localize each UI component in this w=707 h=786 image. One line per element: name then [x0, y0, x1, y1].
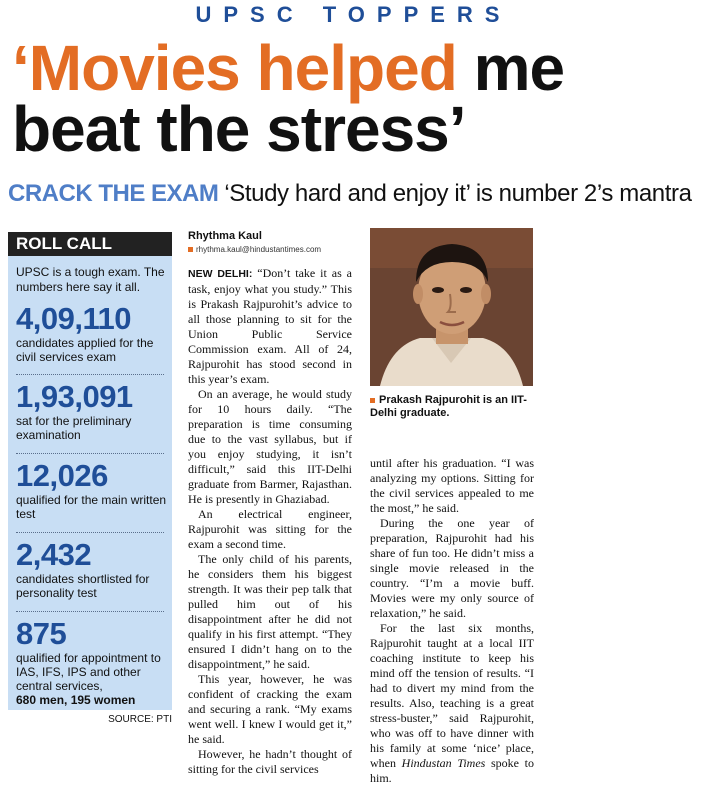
stat-number: 2,432 — [16, 537, 92, 572]
photo-caption-text: Prakash Rajpurohit is an IIT-Delhi graduate. — [370, 394, 527, 419]
bullet-square-icon — [188, 247, 193, 252]
sidebar-intro: UPSC is a tough exam. The numbers here say it all. — [16, 265, 165, 294]
stat-personality-test — [16, 538, 172, 600]
stat-emphasis: 680 men, 195 women — [16, 693, 136, 707]
stat-preliminary — [16, 380, 172, 442]
bullet-square-icon — [370, 398, 375, 403]
article-paragraph: An electrical engineer, Rajpurohit was sitting for the exam a second time. — [188, 507, 352, 551]
headline-accent: ‘Movies helped — [12, 32, 457, 104]
headline-rest: me — [473, 32, 565, 104]
stat-description: sat for the preliminary examination — [16, 414, 132, 442]
portrait-photo — [370, 228, 533, 386]
sidebar-divider — [16, 611, 164, 612]
paragraph-text: For the last six months, Rajpurohit taught at a local IIT coaching institute to keep his mind off the tension of results. “I had to divert my mind from the results. Also, teaching is a great stress-buster,” said Rajpurohit, who was off to have dinner with his family at some ‘nice’ place, when — [370, 621, 534, 770]
photo-caption — [370, 394, 530, 420]
article-paragraph: During the one year of preparation, Rajpurohit had his share of fun too. He didn’t miss a single movie released in the country. “I’m a movie buff. Movies were my only source of relaxation,” he said. — [370, 516, 534, 620]
stat-number: 1,93,091 — [16, 379, 133, 414]
byline-name: Rhythma Kaul — [188, 230, 262, 242]
article-paragraph: until after his graduation. “I was analyzing my options. Sitting for the civil services appealed to me the most,” he said. — [370, 456, 534, 515]
byline-email — [188, 245, 321, 254]
source-credit: SOURCE: PTI — [108, 714, 172, 725]
sidebar-divider — [16, 532, 164, 533]
dateline: NEW DELHI: — [188, 268, 253, 280]
stat-applied — [16, 302, 172, 364]
article-paragraph: The only child of his parents, he considers them his biggest strength. It was their pep talk that pulled him out of his disappointment after he did not qualify in his first attempt. “They ensured I didn’t hang on to the disappointment,” he said. — [188, 552, 352, 671]
article-paragraph: On an average, he would study for 10 hours daily. “The preparation is time consuming due to the vast syllabus, but if you enjoy studying, it isn’t difficult,” said this IIT-Delhi graduate from Barmer, Rajasthan. He is presently in Ghaziabad. — [188, 387, 352, 506]
publication-name: Hindustan Times — [401, 756, 486, 770]
sidebar-title: ROLL CALL — [8, 232, 172, 256]
deck-label: CRACK THE EXAM — [8, 180, 219, 207]
stat-description-text: qualified for appointment to IAS, IFS, IPS and other central services, — [16, 651, 161, 693]
article-paragraph: However, he hadn’t thought of sitting for the civil services — [188, 747, 352, 776]
sidebar-divider — [16, 374, 164, 375]
stat-description: candidates applied for the civil services exam — [16, 336, 154, 364]
stat-description: candidates shortlisted for personality test — [16, 572, 150, 600]
stat-number: 4,09,110 — [16, 301, 131, 336]
stat-description: qualified for the main written test — [16, 493, 167, 521]
paragraph-text: “Don’t take it as a task, enjoy what you study.” This is Prakash Rajpurohit’s advice to all those planning to sit for the Union Public Service Commission exam. All of 24, Rajpurohit has stood second in this year’s exam. — [188, 266, 352, 386]
stat-appointment — [16, 617, 172, 707]
section-kicker: UPSC TOPPERS — [195, 2, 512, 27]
deck-text: ‘Study hard and enjoy it’ is number 2’s mantra — [224, 180, 692, 207]
stat-number: 12,026 — [16, 458, 108, 493]
sidebar-divider — [16, 453, 164, 454]
article-paragraph — [188, 266, 352, 387]
stat-description — [16, 651, 172, 707]
headline-line-2: beat the stress’ — [12, 93, 466, 165]
deck — [8, 180, 692, 208]
article-paragraph — [370, 621, 534, 786]
article-column-1 — [188, 266, 352, 777]
stat-main-written — [16, 459, 172, 521]
stat-number: 875 — [16, 616, 67, 651]
closing-text: spoke to him. — [370, 756, 535, 785]
byline-email-text: rhythma.kaul@hindustantimes.com — [196, 245, 322, 254]
article-paragraph: This year, however, he was confident of cracking the exam and securing a rank. “My exams went well. I knew I would get it,” he said. — [188, 672, 352, 746]
headline-line-1 — [12, 32, 565, 104]
portrait-illustration — [370, 228, 533, 386]
article-column-2 — [370, 456, 534, 786]
